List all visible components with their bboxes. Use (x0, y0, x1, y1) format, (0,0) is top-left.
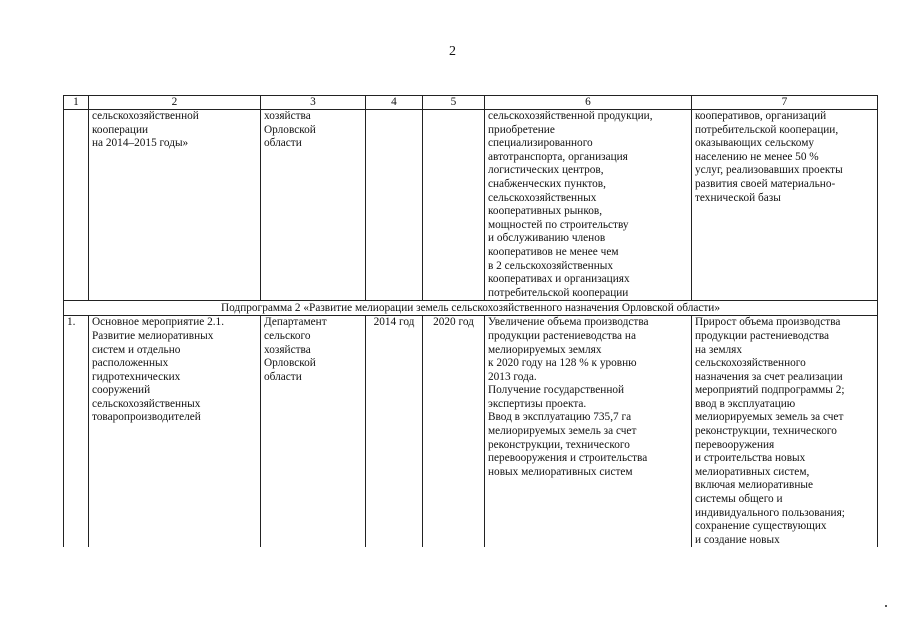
row2-indicator-cell (692, 316, 878, 548)
row2-indicator-line: включая мелиоративные (695, 479, 814, 492)
row1-measure-name-line: кооперации (92, 123, 149, 136)
row1-measure-name-line: сельскохозяйственной (92, 110, 199, 122)
row2-indicator-line: мероприятий подпрограммы 2; (695, 384, 845, 397)
row2-result-line: к 2020 году на 128 % к уровню (488, 357, 637, 370)
row2-executor-line: Орловской (264, 357, 316, 370)
row1-result-line: приобретение (488, 123, 555, 136)
row2-executor-cell (261, 316, 366, 548)
row2-indicator-line: Прирост объема производства (695, 316, 841, 329)
row2-measure-name-line: сельскохозяйственных (92, 397, 201, 410)
row2-indicator-line: ввод в эксплуатацию (695, 397, 796, 410)
row2-indicator-line: и строительства новых (695, 452, 806, 465)
row1-expected-result-cell (485, 110, 692, 301)
row2-result-line: Получение государственной (488, 384, 625, 397)
row2-result-line: 2013 года. (488, 370, 537, 383)
row2-indicator-line: реконструкции, технического (695, 425, 837, 438)
row1-result-line: сельскохозяйственной продукции, (488, 110, 653, 122)
row1-result-line: в 2 сельскохозяйственных (488, 259, 614, 272)
row1-result-line: снабженческих пунктов, (488, 177, 606, 190)
row2-indicator-line: на землях (695, 343, 742, 356)
row1-indicator-line: кооперативов, организаций (695, 110, 827, 122)
header-cell-2: 2 (89, 96, 261, 110)
row2-executor-line: Департамент (264, 316, 327, 329)
row1-result-line: кооперативных рынков, (488, 205, 603, 218)
row1-executor-line: области (264, 137, 302, 150)
row1-result-line: логистических центров, (488, 164, 604, 177)
row2-expected-result-cell (485, 316, 692, 548)
row1-result-line: кооперативах и организациях (488, 273, 630, 286)
row2-indicator-line: мелиорируемых земель за счет (695, 411, 844, 424)
table-header-row (64, 96, 878, 110)
row2-result-line: новых мелиоративных систем (488, 465, 633, 478)
row2-executor-line: сельского (264, 329, 311, 342)
row1-indicator-line: развития своей материально- (695, 177, 836, 190)
row1-indicator-line: технической базы (695, 191, 781, 204)
row2-result-line: Ввод в эксплуатацию 735,7 га (488, 411, 632, 424)
row1-result-line: и обслуживанию членов (488, 232, 606, 245)
table-row-continued-measure (64, 110, 878, 301)
row2-measure-name-line: расположенных (92, 357, 169, 370)
row2-indicator-line: продукции растениеводства (695, 329, 830, 342)
row1-end-cell (423, 110, 485, 301)
row1-result-line: кооперативов не менее чем (488, 245, 619, 258)
header-cell-6: 6 (485, 96, 692, 110)
row2-measure-name-line: товаропроизводителей (92, 411, 201, 424)
row2-indicator-line: сохранение существующих (695, 520, 827, 533)
row2-result-line: продукции растениеводства на (488, 329, 636, 342)
row1-result-line: мощностей по строительству (488, 218, 629, 231)
row1-indicator-cell (692, 110, 878, 301)
header-cell-3: 3 (261, 96, 366, 110)
row2-result-line: мелиорируемых земель за счет (488, 425, 637, 438)
header-cell-7: 7 (692, 96, 878, 110)
row2-result-line: экспертизы проекта. (488, 397, 587, 410)
row1-measure-name-cell (89, 110, 261, 301)
row2-result-line: мелиорируемых землях (488, 343, 602, 356)
header-cell-1: 1 (64, 96, 89, 110)
subprogram-heading-row (64, 301, 878, 316)
row2-number-cell: 1. (64, 316, 89, 548)
row2-result-line: реконструкции, технического (488, 438, 630, 451)
header-cell-5: 5 (423, 96, 485, 110)
row1-start-cell (366, 110, 423, 301)
row1-result-line: сельскохозяйственных (488, 191, 597, 204)
page-number: 2 (449, 44, 456, 59)
row2-measure-name-line: гидротехнических (92, 370, 181, 383)
row1-indicator-line: услуг, реализовавших проекты (695, 164, 843, 177)
row2-indicator-line: и создание новых (695, 533, 780, 546)
row1-indicator-line: населению не менее 50 % (695, 150, 819, 163)
row2-measure-name-line: систем и отдельно (92, 343, 181, 356)
subprogram-title: Подпрограмма 2 «Развитие мелиорации земель сельскохозяйственного назначения Орловской области» (64, 301, 878, 316)
row1-result-line: автотранспорта, организация (488, 150, 628, 163)
row2-executor-line: области (264, 370, 302, 383)
row2-executor-line: хозяйства (264, 343, 311, 356)
row2-end-year-cell: 2020 год (423, 316, 485, 548)
row2-measure-name-line: Основное мероприятие 2.1. (92, 316, 225, 329)
program-measures-table (63, 95, 878, 547)
row1-number-cell (64, 110, 89, 301)
row2-indicator-line: назначения за счет реализации (695, 370, 843, 383)
row2-measure-name-line: сооружений (92, 384, 151, 397)
row2-indicator-line: мелиоративных систем, (695, 465, 810, 478)
row2-indicator-line: системы общего и (695, 493, 783, 506)
row1-result-line: потребительской кооперации (488, 286, 629, 299)
table-row-measure-2-1 (64, 316, 878, 548)
header-cell-4: 4 (366, 96, 423, 110)
row1-executor-line: Орловской (264, 123, 316, 136)
scan-speck (885, 605, 887, 607)
row1-indicator-line: потребительской кооперации, (695, 123, 839, 136)
row2-measure-name-line: Развитие мелиоративных (92, 329, 214, 342)
row2-start-year-cell: 2014 год (366, 316, 423, 548)
row1-indicator-line: оказывающих сельскому (695, 137, 815, 150)
row1-result-line: специализированного (488, 137, 593, 150)
row2-measure-name-cell (89, 316, 261, 548)
row2-indicator-line: перевооружения (695, 438, 775, 451)
row2-result-line: перевооружения и строительства (488, 452, 648, 465)
row2-result-line: Увеличение объема производства (488, 316, 649, 329)
row1-executor-line: хозяйства (264, 110, 311, 122)
row1-executor-cell (261, 110, 366, 301)
row2-indicator-line: сельскохозяйственного (695, 357, 806, 370)
row2-indicator-line: индивидуального пользования; (695, 506, 845, 519)
row1-measure-name-line: на 2014–2015 годы» (92, 137, 189, 150)
